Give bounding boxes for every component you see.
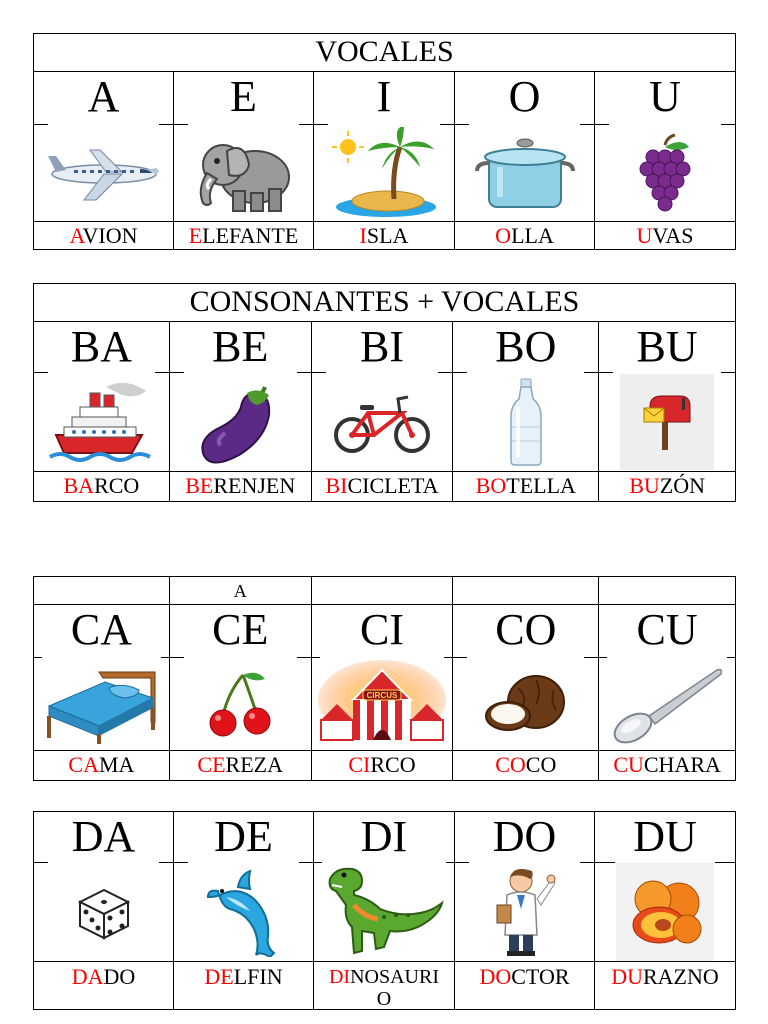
word-doctor: DOCTOR xyxy=(455,962,595,1010)
island-picture xyxy=(314,124,455,222)
ship-icon xyxy=(46,377,156,467)
grapes-icon xyxy=(635,133,695,213)
spoon-picture xyxy=(599,657,736,751)
dice-picture xyxy=(34,862,174,962)
syllable-bi: BI xyxy=(312,322,454,372)
doctor-icon xyxy=(493,865,557,959)
section-title: CONSONANTES + VOCALES xyxy=(34,284,736,322)
syllable-du: DU xyxy=(595,812,736,862)
section-title: VOCALES xyxy=(34,34,736,72)
mailbox-picture xyxy=(599,372,736,472)
airplane-icon xyxy=(44,138,164,208)
mailbox-icon xyxy=(642,392,692,452)
doctor-picture xyxy=(455,862,595,962)
coconut-icon xyxy=(484,672,568,736)
bicycle-picture xyxy=(312,372,454,472)
syllable-ci: CI xyxy=(312,605,454,657)
dice-icon xyxy=(74,882,134,942)
circus-tent-icon xyxy=(317,660,447,748)
header-cell xyxy=(453,577,599,605)
word-cama: CAMA xyxy=(34,751,170,781)
word-avion: AVION xyxy=(34,222,174,250)
bed-icon xyxy=(39,662,163,746)
word-uvas: UVAS xyxy=(595,222,736,250)
pot-icon xyxy=(473,133,577,213)
word-bicicleta: BICICLETA xyxy=(312,472,454,502)
peach-icon xyxy=(623,877,707,947)
word-isla: ISLA xyxy=(314,222,455,250)
syllable-co: CO xyxy=(453,605,599,657)
word-botella: BOTELLA xyxy=(453,472,599,502)
dolphin-picture xyxy=(174,862,314,962)
word-durazno: DURAZNO xyxy=(595,962,736,1010)
syllable-ba: BA xyxy=(34,322,170,372)
word-coco: COCO xyxy=(453,751,599,781)
word-elefante: ELEFANTE xyxy=(174,222,314,250)
syllable-a: A xyxy=(34,72,174,124)
syllable-u: U xyxy=(595,72,736,124)
word-cuchara: CUCHARA xyxy=(599,751,736,781)
word-dado: DADO xyxy=(34,962,174,1010)
cherry-icon xyxy=(205,669,275,739)
syllable-e: E xyxy=(174,72,314,124)
syllable-o: O xyxy=(455,72,595,124)
word-barco: BARCO xyxy=(34,472,170,502)
word-circo: CIRCO xyxy=(312,751,454,781)
spoon-icon xyxy=(609,662,725,746)
bottle-icon xyxy=(506,377,546,467)
pot-picture xyxy=(455,124,595,222)
syllable-do: DO xyxy=(455,812,595,862)
header-cell xyxy=(312,577,454,605)
dolphin-icon xyxy=(204,867,284,957)
word-buzon: BUZÓN xyxy=(599,472,736,502)
cherry-picture xyxy=(170,657,312,751)
syllable-cu: CU xyxy=(599,605,736,657)
peach-picture xyxy=(595,862,736,962)
bottle-picture xyxy=(453,372,599,472)
elephant-picture xyxy=(174,124,314,222)
eggplant-picture xyxy=(170,372,312,472)
bed-picture xyxy=(34,657,170,751)
consonantes-table xyxy=(33,283,736,502)
d-table xyxy=(33,811,736,1010)
circus-picture xyxy=(312,657,454,751)
syllable-de: DE xyxy=(174,812,314,862)
word-berenjen: BERENJEN xyxy=(170,472,312,502)
syllable-be: BE xyxy=(170,322,312,372)
syllable-ce: CE xyxy=(170,605,312,657)
syllable-i: I xyxy=(314,72,455,124)
word-cereza: CEREZA xyxy=(170,751,312,781)
grapes-picture xyxy=(595,124,736,222)
coconut-picture xyxy=(453,657,599,751)
dinosaur-icon xyxy=(324,865,444,959)
header-cell xyxy=(34,577,170,605)
word-dinosaurio: DINOSAURI O xyxy=(314,962,455,1010)
vocales-table xyxy=(33,33,736,250)
word-delfin: DELFIN xyxy=(174,962,314,1010)
circus-sign-text: CIRCUS xyxy=(366,690,398,700)
ship-picture xyxy=(34,372,170,472)
airplane-picture xyxy=(34,124,174,222)
dinosaur-picture xyxy=(314,862,455,962)
syllable-da: DA xyxy=(34,812,174,862)
syllable-bu: BU xyxy=(599,322,736,372)
syllable-bo: BO xyxy=(453,322,599,372)
eggplant-icon xyxy=(195,377,285,467)
header-cell xyxy=(599,577,736,605)
bicycle-icon xyxy=(332,387,432,457)
island-icon xyxy=(328,127,440,219)
syllable-ca: CA xyxy=(34,605,170,657)
word-olla: OLLA xyxy=(455,222,595,250)
syllable-di: DI xyxy=(314,812,455,862)
elephant-icon xyxy=(189,129,299,217)
header-cell: A xyxy=(170,577,312,605)
c-table xyxy=(33,576,736,781)
